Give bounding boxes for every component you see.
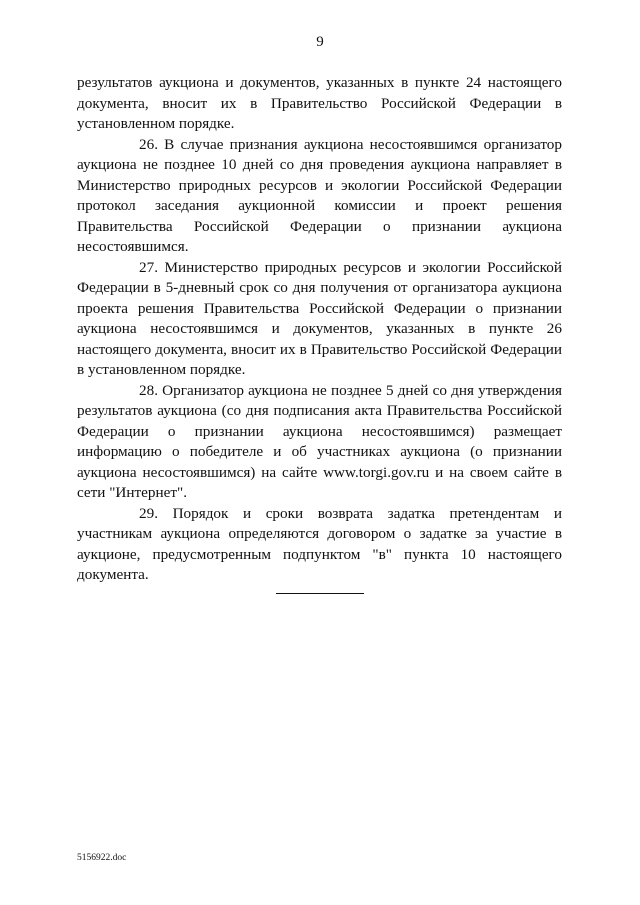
footer-filename: 5156922.doc [77,853,127,863]
paragraph-28: 28. Организатор аукциона не позднее 5 дней со дня утверждения результатов аукциона (со дня подписания акта Правительства Российской Федерации о признании аукциона несостоявшимся) размещает информацию о победителе и об участниках аукциона (о признании аукциона несостоявшимся) на сайте www.torgi.gov.ru и на своем сайте в сети "Интернет". [77,381,562,501]
paragraph-continuation: результатов аукциона и документов, указанных в пункте 24 настоящего документа, вносит их в Правительство Российской Федерации в установленном порядке. [77,74,562,132]
end-of-document-rule [276,593,364,594]
document-body [77,73,562,586]
page-number: 9 [316,34,324,50]
paragraph-29: 29. Порядок и сроки возврата задатка претендентам и участникам аукциона определяются договором о задатке за участие в аукционе, предусмотренным подпунктом "в" пункта 10 настоящего документа. [77,504,562,583]
paragraph-27: 27. Министерство природных ресурсов и экологии Российской Федерации в 5-дневный срок со дня получения от организатора аукциона проекта решения Правительства Российской Федерации о признании аукциона несостоявшимся и документов, указанных в пункте 26 настоящего документа, вносит их в Правительство Российской Федерации в установленном порядке. [77,258,562,378]
paragraph-26: 26. В случае признания аукциона несостоявшимся организатор аукциона не позднее 10 дней со дня проведения аукциона направляет в Министерство природных ресурсов и экологии Российской Федерации протокол заседания аукционной комиссии и проект решения Правительства Российской Федерации о признании аукциона несостоявшимся. [77,135,562,255]
